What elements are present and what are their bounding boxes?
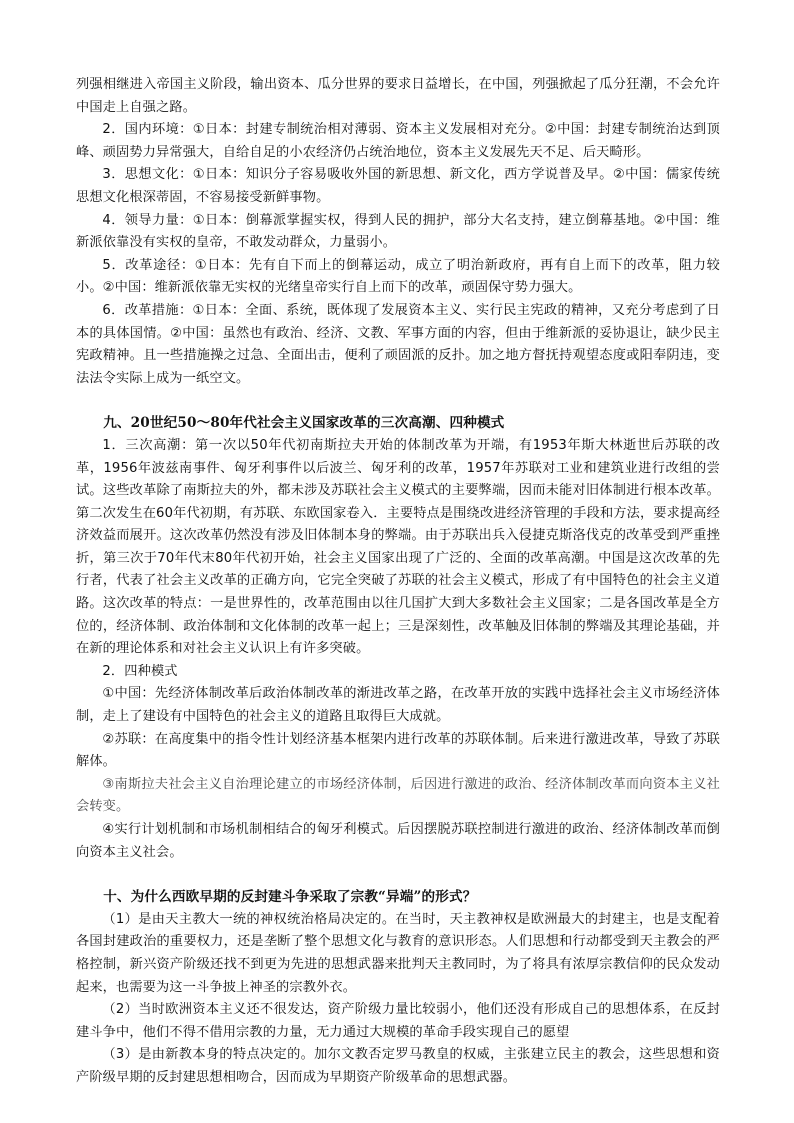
paragraph-reform-path: 5．改革途径：①日本：先有自下而上的倒幕运动，成立了明治新政府，再有自上而下的改革，阻力较小。②中国：维新派依靠无实权的光绪皇帝实行自上而下的改革，顽固保守势力强大。 [76, 257, 720, 296]
paragraph-reason-2: （2）当时欧洲资本主义还不很发达，资产阶级力量比较弱小，他们还没有形成自己的思想体系，在反封建斗争中，他们不得不借用宗教的力量，无力通过大规模的革命手段实现自己的愿望 [76, 1002, 720, 1040]
paragraph-reason-1: （1）是由天主教大一统的神权统治格局决定的。在当时，天主教神权是欧洲最大的封建主，也是支配着各国封建政治的重要权力，还是垄断了整个思想文化与教育的意识形态。人们思想和行动都受到天主教会的严格控制，新兴资产阶级还找不到更为先进的思想武器来批判天主教同时，为了将具有浓厚宗教信仰的民众发动起来，也需要为这一斗争披上神圣的宗教外衣。 [76, 911, 720, 995]
paragraph-model-hungary: ④实行计划机制和市场机制相结合的匈牙利模式。后因摆脱苏联控制进行激进的政治、经济体制改革而倒向资本主义社会。 [76, 822, 720, 860]
paragraph-continuation: 列强相继进入帝国主义阶段，输出资本、瓜分世界的要求日益增长，在中国，列强掀起了瓜分狂潮，不会允许中国走上自强之路。 [76, 77, 720, 115]
section-gap [76, 864, 720, 886]
paragraph-model-yugoslavia: ③南斯拉夫社会主义自治理论建立的市场经济体制，后因进行激进的政治、经济体制改革而向资本主义社会转变。 [76, 776, 720, 815]
paragraph-ideology-culture: 3．思想文化：①日本：知识分子容易吸收外国的新思想、新文化，西方学说普及早。②中国：儒家传统思想文化根深蒂固，不容易接受新鲜事物。 [76, 167, 720, 205]
paragraph-four-models-title: 2．四种模式 [102, 663, 178, 679]
document-page [76, 74, 720, 1090]
paragraph-three-waves: 1．三次高潮：第一次以50年代初南斯拉夫开始的体制改革为开端，有1953年斯大林逝世后苏联的改革，1956年波兹南事件、匈牙利事件以后波兰、匈牙利的改革，1957年苏联对工业和建筑业进行改组的尝试。这些改革除了南斯拉夫的外，都未涉及苏联社会主义模式的主要弊端，因而未能对旧体制进行根本改革。第二次发生在60年代初期，有苏联、东欧国家卷入．主要特点是围绕改进经济管理的手段和方法，要求提高经济效益而展开。这次改革仍然没有涉及旧体制本身的弊端。由于苏联出兵入侵捷克斯洛伐克的改革受到严重挫折，第三次于70年代末80年代初开始，社会主义国家出现了广泛的、全面的改革高潮。中国是这次改革的先行者，代表了社会主义改革的正确方向，它完全突破了苏联的社会主义模式，形成了有中国特色的社会主义道路。这次改革的特点：一是世界性的，改革范围由以往几国扩大到大多数社会主义国家；二是各国改革是全方位的，经济体制、政治体制和文化体制的改革一起上；三是深刻性，改革触及旧体制的弊端及其理论基础，并在新的理论体系和对社会主义认识上有许多突破。 [76, 437, 720, 657]
section-heading-10: 十、为什么西欧早期的反封建斗争采取了宗教“异端”的形式？ [103, 889, 477, 906]
paragraph-model-ussr: ②苏联：在高度集中的指令性计划经济基本框架内进行改革的苏联体制。后来进行激进改革，导致了苏联解体。 [76, 731, 720, 770]
section-gap [76, 390, 720, 412]
section-heading-9: 九、20世纪50～80年代社会主义国家改革的三次高潮、四种模式 [103, 415, 505, 432]
paragraph-leadership: 4．领导力量：①日本：倒幕派掌握实权，得到人民的拥护，部分大名支持，建立倒幕基地。②中国：维新派依靠没有实权的皇帝，不敢发动群众，力量弱小。 [76, 212, 720, 251]
paragraph-reform-measures: 6．改革措施：①日本：全面、系统，既体现了发展资本主义、实行民主宪政的精神，又充分考虑到了日本的具体国情。②中国：虽然也有政治、经济、文教、军事方面的内容，但由于维新派的妥协退让，缺少民主宪政精神。且一些措施操之过急、全面出击，便利了顽固派的反扑。加之地方督抚持观望态度或阳奉阴违，变法法令实际上成为一纸空文。 [76, 302, 720, 386]
paragraph-model-china: ①中国：先经济体制改革后政治体制改革的渐进改革之路，在改革开放的实践中选择社会主义市场经济体制，走上了建设有中国特色的社会主义的道路且取得巨大成就。 [76, 686, 720, 725]
paragraph-reason-3: （3）是由新教本身的特点决定的。加尔文教否定罗马教皇的权威，主张建立民主的教会，这些思想和资产阶级早期的反封建思想相吻合，因而成为早期资产阶级革命的思想武器。 [76, 1047, 720, 1085]
paragraph-domestic-environment: 2．国内环境：①日本：封建专制统治相对薄弱、资本主义发展相对充分。②中国：封建专制统治达到顶峰、顽固势力异常强大，自给自足的小农经济仍占统治地位，资本主义发展先天不足、后天畸形。 [76, 122, 720, 160]
